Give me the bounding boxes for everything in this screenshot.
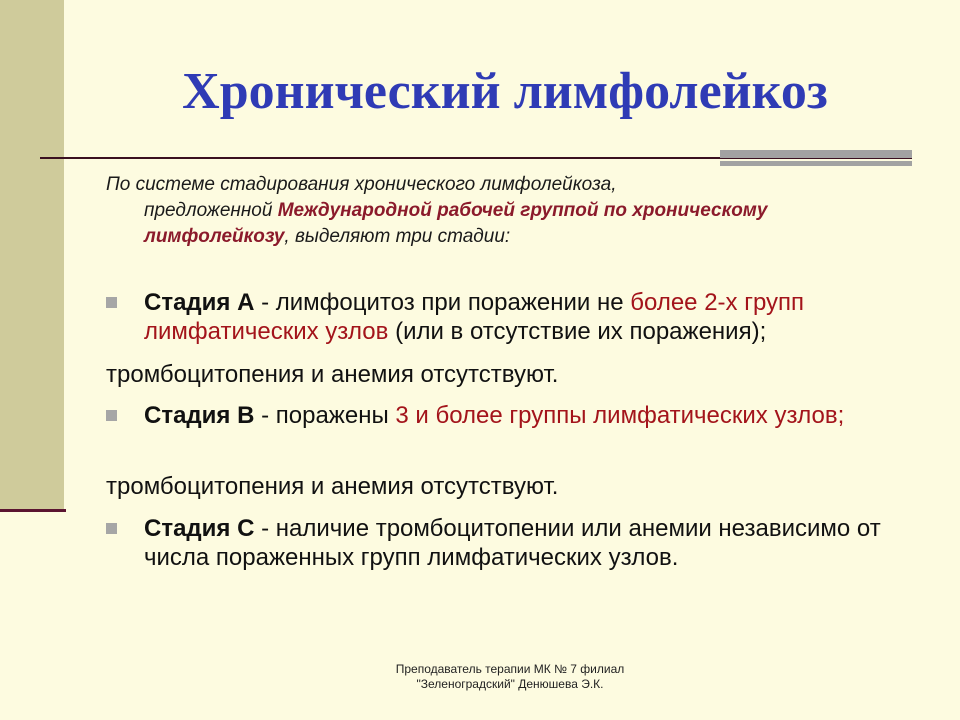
intro-continuation [106, 198, 906, 250]
decorative-left-band-underline [0, 509, 66, 512]
bullet-square-icon [106, 523, 117, 534]
accent-bar-top [720, 150, 912, 158]
intro-text-b: , выделяют три стадии: [284, 226, 511, 247]
intro-highlight: Международной рабочей группой по хроническому лимфолейкозу [144, 200, 768, 247]
title-accent-bars [720, 150, 912, 166]
stage-b-name: Стадия В [144, 402, 255, 429]
intro-text-a: предложенной [144, 200, 278, 221]
note-after-stage-b: тромбоцитопения и анемия отсутствуют. [106, 473, 559, 500]
footer-line-1: Преподаватель терапии МК № 7 филиал [395, 662, 625, 676]
stage-a-item [106, 288, 906, 346]
stage-b-item [106, 401, 906, 430]
stage-c-desc: - наличие тромбоцитопении или анемии независимо от числа пораженных групп лимфатических узлов. [144, 515, 881, 571]
stage-c-item [106, 514, 906, 572]
slide-title: Хронический лимфолейкоз [182, 63, 828, 120]
stage-c-text [106, 514, 906, 572]
accent-bar-bottom [720, 161, 912, 166]
stage-a-desc: - лимфоцитоз при поражении не [254, 289, 631, 316]
stage-b-highlight: 3 и более группы лимфатических узлов; [395, 402, 845, 429]
slide-footer [300, 662, 720, 692]
bullet-square-icon [106, 410, 117, 421]
stage-b-desc: - поражены [254, 402, 396, 429]
footer-line-2: "Зеленоградский" Денюшева Э.К. [416, 677, 604, 691]
bullet-square-icon [106, 297, 117, 308]
stage-c-name: Стадия С [144, 515, 255, 542]
decorative-left-band [0, 0, 64, 512]
stage-a-highlight: более 2-х групп лимфатических узлов [144, 289, 805, 345]
note-after-stage-a: тромбоцитопения и анемия отсутствуют. [106, 361, 559, 388]
intro-line-1: По системе стадирования хронического лимфолейкоза, [106, 174, 617, 195]
stage-a-desc-end: (или в отсутствие их поражения); [388, 318, 767, 345]
intro-paragraph [106, 172, 906, 250]
stage-a-name: Стадия А [144, 289, 255, 316]
stage-b-text [106, 401, 906, 430]
stage-a-text [106, 288, 906, 346]
